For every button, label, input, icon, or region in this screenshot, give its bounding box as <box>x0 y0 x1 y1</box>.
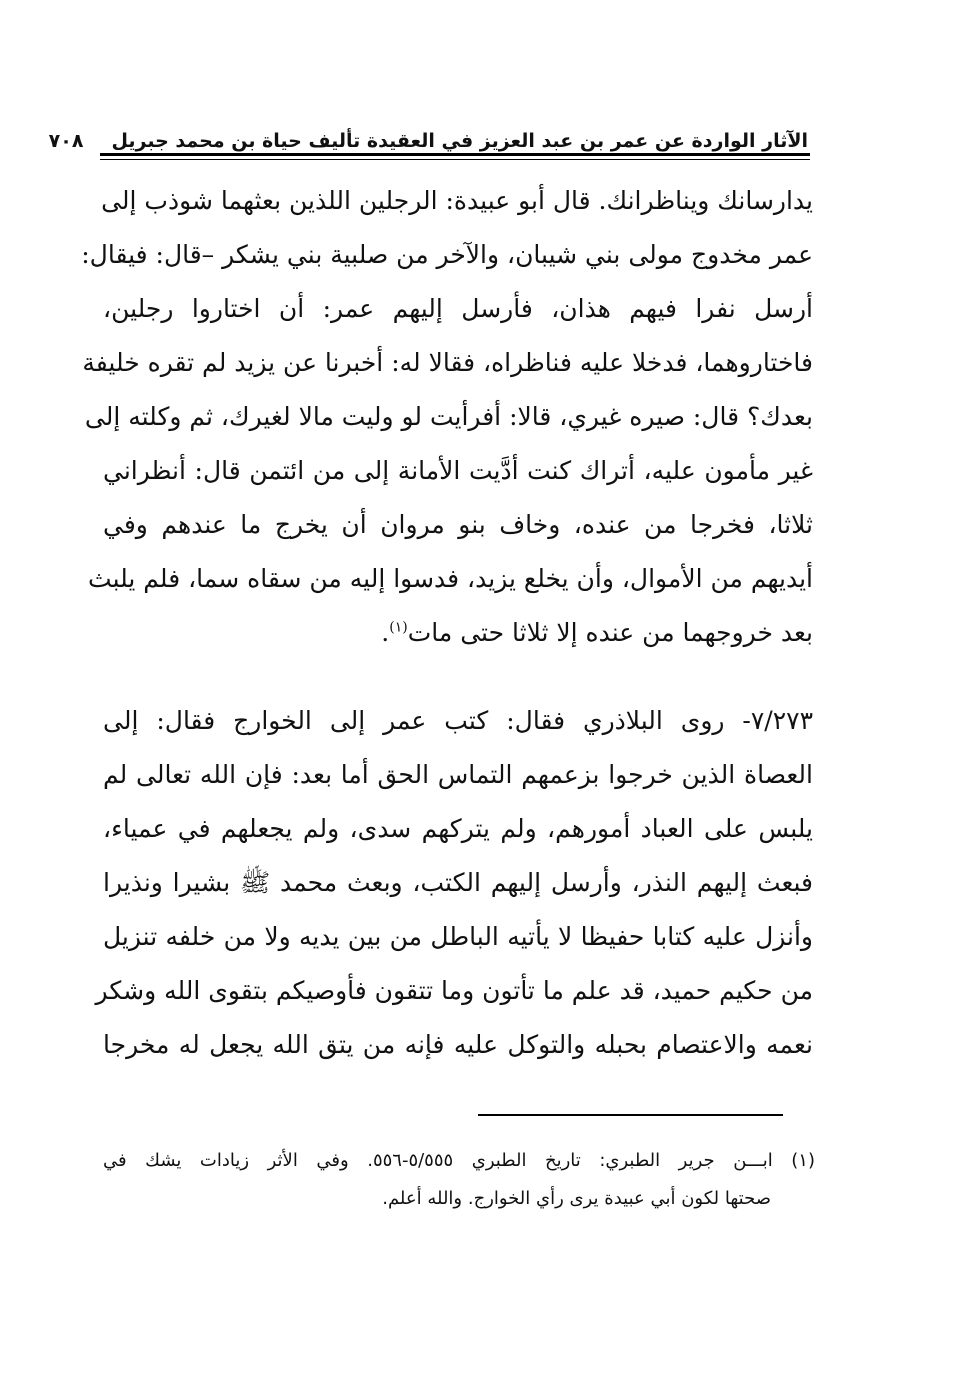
text-line: أيديهم من الأموال، وأن يخلع يزيد، فدسوا إليه من سقاه سما، فلم يلبث <box>88 564 813 593</box>
text-line: وأنزل عليه كتابا حفيظا لا يأتيه الباطل من بين يديه ولا من خلفه تنزيل <box>103 922 813 951</box>
running-header <box>48 118 808 152</box>
text-line: غير مأمون عليه، أتراك كنت أدَّيت الأمانة إلى من ائتمن قال: أنظراني <box>103 456 813 485</box>
paragraph-1 <box>81 174 813 660</box>
sentence-end: . <box>381 618 390 647</box>
text-line: من حكيم حميد، قد علم ما تأتون وما تتقون فأوصيكم بتقوى الله وشكر <box>95 976 813 1005</box>
text-line: ٧/٢٧٣- روى البلاذري فقال: كتب عمر إلى الخوارج فقال: إلى <box>103 706 813 735</box>
text-line: يلبس على العباد أمورهم، ولم يتركهم سدى، ولم يجعلهم في عمياء، <box>103 814 813 843</box>
paragraph-2 <box>95 694 813 1072</box>
header-rule-thick <box>100 153 810 156</box>
text-line-last <box>103 606 813 660</box>
text-line: بعدك؟ قال: صيره غيري، قالا: أفرأيت لو وليت مالا لغيرك، ثم وكلته إلى <box>84 402 813 431</box>
text-line: فاختاروهما، فدخلا عليه فناظراه، فقالا له: أخبرنا عن يزيد لم تقره خليفة <box>82 348 813 377</box>
text-line-content: بعد خروجهما من عنده إلا ثلاثا حتى مات <box>407 618 813 647</box>
page-number: ٧٠٨ <box>48 130 84 152</box>
text-line: عمر مخدوج مولى بني شيبان، والآخر من صلبية بني يشكر –قال: فيقال: <box>81 240 813 269</box>
text-line: ثلاثا، فخرجا من عنده، وخاف بنو مروان أن يخرج ما عندهم وفي <box>103 510 813 539</box>
footnotes <box>103 1142 815 1218</box>
header-title: الآثار الواردة عن عمر بن عبد العزيز في العقيدة تأليف حياة بن محمد جبريل <box>111 130 808 152</box>
footnote-line: صحتها لكون أبي عبيدة يرى رأي الخوارج. والله أعلم. <box>382 1188 771 1209</box>
text-line: العصاة الذين خرجوا بزعمهم التماس الحق أما بعد: فإن الله تعالى لم <box>103 760 813 789</box>
text-line: فبعث إليهم النذر، وأرسل إليهم الكتب، وبعث محمد ﷺ بشيرا ونذيرا <box>103 868 813 897</box>
header-rule-thin <box>100 159 810 160</box>
text-line: يدارسانك ويناظرانك. قال أبو عبيدة: الرجلين اللذين بعثهما شوذب إلى <box>101 186 813 215</box>
footnote-reference[interactable]: (١) <box>389 619 408 636</box>
footnote-line: (١) ابـــن جرير الطبري: تاريخ الطبري ٥/٥٥٥-٥٥٦. وفي الأثر زيادات يشك في <box>103 1150 815 1171</box>
footnote-separator <box>478 1114 783 1116</box>
text-line: أرسل نفرا فيهم هذان، فأرسل إليهم عمر: أن اختاروا رجلين، <box>103 294 813 323</box>
text-line: نعمه والاعتصام بحبله والتوكل عليه فإنه من يتق الله يجعل له مخرجا <box>103 1030 813 1059</box>
